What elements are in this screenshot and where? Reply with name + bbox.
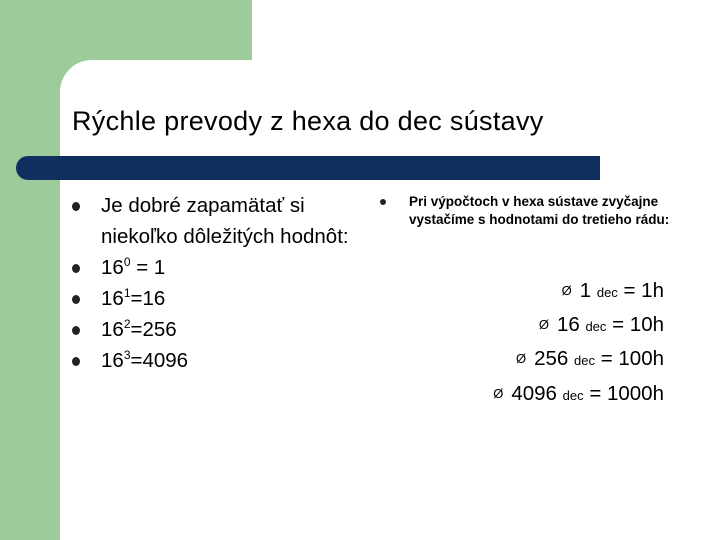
power-base: 16 xyxy=(101,349,124,372)
hex-value: = 1h xyxy=(623,279,664,302)
dec-unit: dec xyxy=(574,353,596,368)
bullet-icon xyxy=(72,326,80,335)
slide-title: Rýchle prevody z hexa do dec sústavy xyxy=(72,106,544,136)
bullet-icon xyxy=(72,357,80,366)
list-item xyxy=(72,190,352,252)
dec-value: 1 xyxy=(579,279,592,302)
conversion-row xyxy=(516,347,664,371)
conversion-row xyxy=(493,382,664,406)
hex-value: = 1000h xyxy=(589,382,664,405)
power-value: =256 xyxy=(130,318,177,341)
dec-unit: dec xyxy=(562,388,584,403)
power-base: 16 xyxy=(101,318,124,341)
bullet-icon xyxy=(72,202,80,211)
dec-value: 4096 xyxy=(511,382,557,405)
list-item xyxy=(72,314,352,345)
bullet-icon xyxy=(72,295,80,304)
hex-value: = 10h xyxy=(612,313,664,336)
arrow-bullet-icon: Ø xyxy=(516,351,527,366)
conversion-row xyxy=(539,313,664,337)
arrow-bullet-icon: Ø xyxy=(561,283,572,298)
power-exponent: 2 xyxy=(123,317,131,331)
dec-unit: dec xyxy=(585,319,607,334)
list-item-text: Je dobré zapamätať si niekoľko dôležitých hodnôt: xyxy=(101,194,349,248)
dec-value: 16 xyxy=(556,313,580,336)
left-bullet-list xyxy=(72,190,352,376)
power-value: = 1 xyxy=(130,256,166,279)
power-base: 16 xyxy=(101,287,124,310)
power-value: =16 xyxy=(130,287,166,310)
power-exponent: 0 xyxy=(123,255,131,269)
power-exponent: 3 xyxy=(123,348,131,362)
bullet-icon xyxy=(380,199,386,205)
dec-value: 256 xyxy=(534,347,569,370)
list-item xyxy=(72,283,352,314)
power-value: =4096 xyxy=(130,349,189,372)
hex-value: = 100h xyxy=(600,347,664,370)
decorative-green-sidebar xyxy=(0,0,60,540)
right-intro-text: Pri výpočtoch v hexa sústave zvyčajne vystačíme s hodnotami do tretieho rádu: xyxy=(409,194,670,227)
power-exponent: 1 xyxy=(123,286,131,300)
arrow-bullet-icon: Ø xyxy=(493,386,504,401)
list-item xyxy=(72,252,352,283)
conversion-row xyxy=(562,279,664,303)
dec-unit: dec xyxy=(596,285,618,300)
list-item xyxy=(72,345,352,376)
bullet-icon xyxy=(72,264,80,273)
arrow-bullet-icon: Ø xyxy=(538,317,549,332)
title-rule xyxy=(16,156,600,180)
power-base: 16 xyxy=(101,256,124,279)
